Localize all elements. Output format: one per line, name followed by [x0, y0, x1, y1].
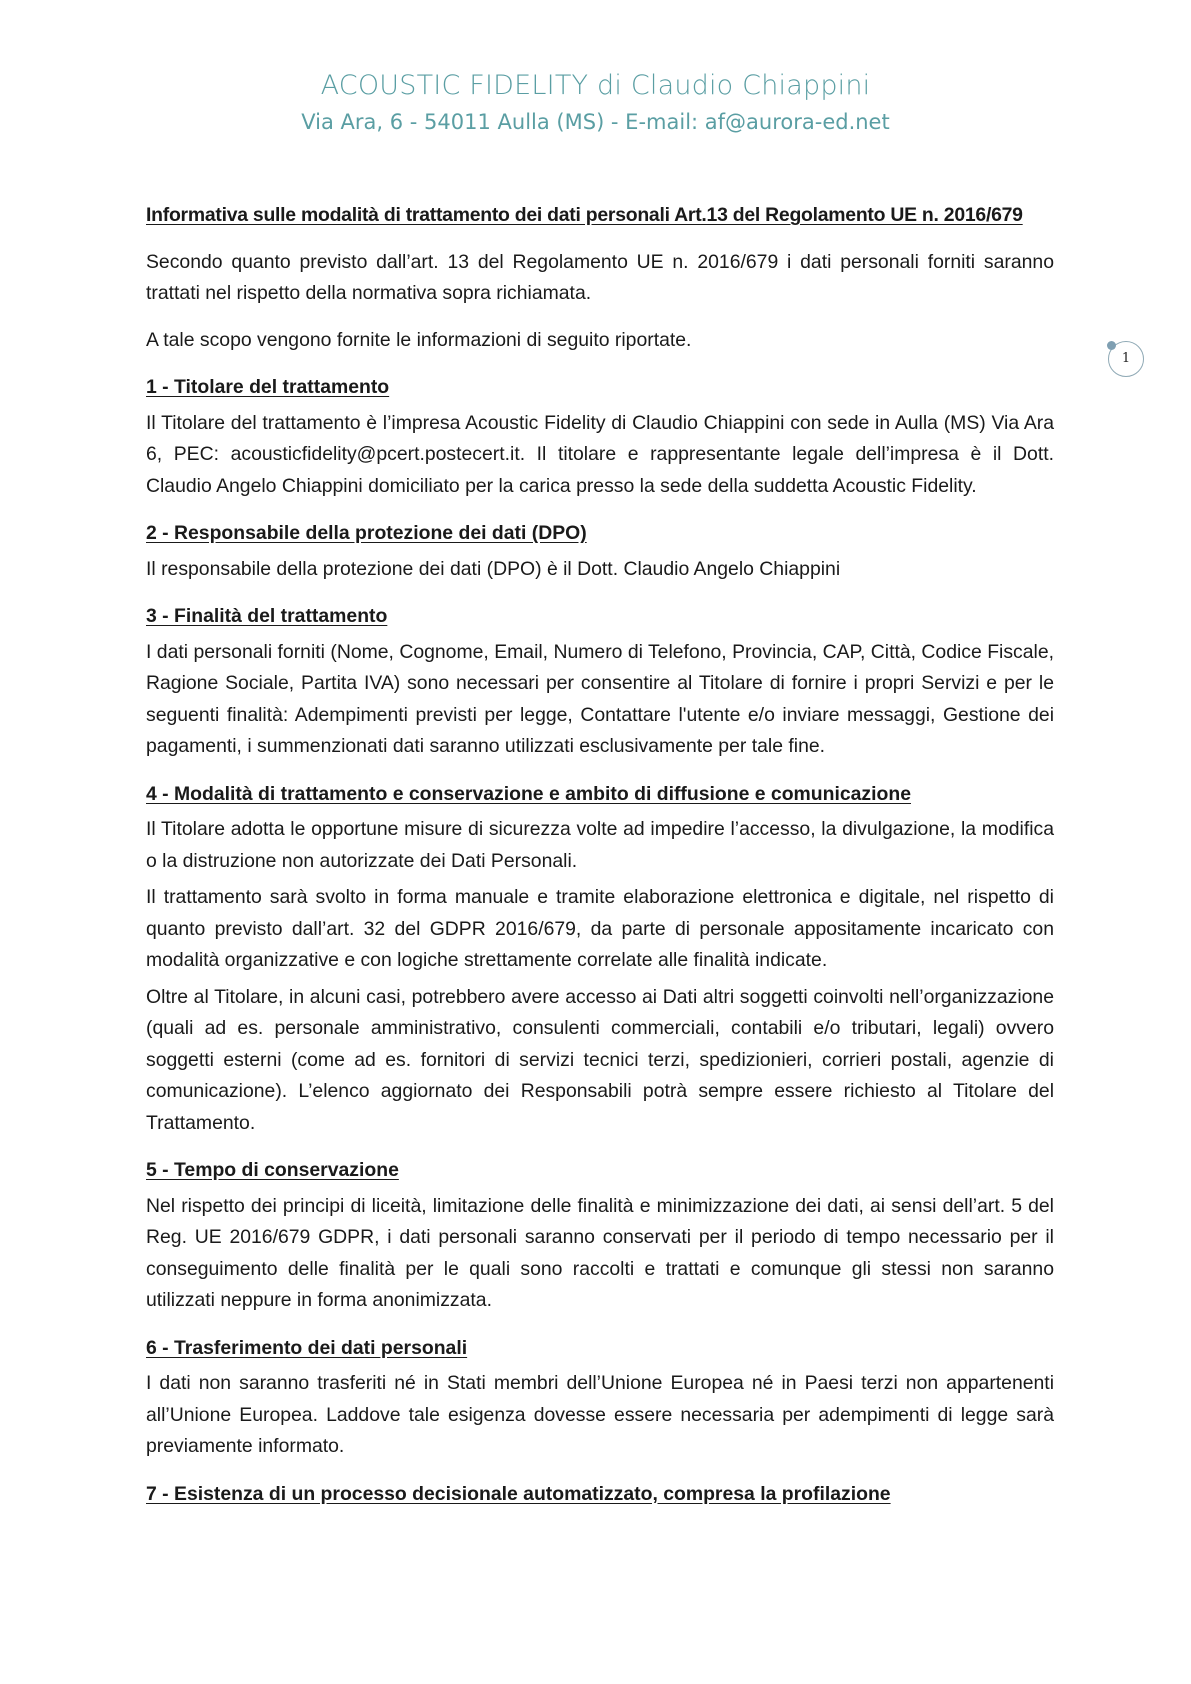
section-paragraph: Oltre al Titolare, in alcuni casi, potrebbero avere accesso ai Dati altri soggetti coinvolti nell’organizzazione (quali ad es. personale amministrativo, consulenti commerciali, contabili e/o tributari, legali) ovvero soggetti esterni (come ad es. fornitori di servizi tecnici terzi, spedizionieri, corrieri postali, agenzie di comunicazione). L’elenco aggiornato dei Responsabili potrà sempre essere richiesto al Titolare del Trattamento. — [146, 985, 1054, 1134]
section-paragraph: I dati personali forniti (Nome, Cognome, Email, Numero di Telefono, Provincia, CAP, Città, Codice Fiscale, Ragione Sociale, Partita IVA) sono necessari per consentire al Titolare di fornire i propri Servizi e per le seguenti finalità: Adempimenti previsti per legge, Contattare l'utente e/o inviare messaggi, Gestione dei pagamenti, i summenzionati dati saranno utilizzati esclusivamente per tale fine. — [146, 640, 1054, 757]
intro-paragraph: A tale scopo vengono fornite le informazioni di seguito riportate. — [146, 328, 692, 351]
company-name: ACOUSTIC FIDELITY di Claudio Chiappini — [320, 70, 871, 101]
section-paragraph: Il Titolare adotta le opportune misure di sicurezza volte ad impedire l’accesso, la divulgazione, la modifica o la distruzione non autorizzate dei Dati Personali. — [146, 818, 1054, 872]
document-title: Informativa sulle modalità di trattamento dei dati personali Art.13 del Regolamento UE n. 2016/679 — [146, 204, 1023, 226]
section-paragraph: Nel rispetto dei principi di liceità, limitazione delle finalità e minimizzazione dei dati, ai sensi dell’art. 5 del Reg. UE 2016/679 GDPR, i dati personali saranno conservati per il periodo di tempo necessario per il conseguimento delle finalità per le quali sono raccolti e trattati e comunque gli stessi non saranno utilizzati neppure in forma anonimizzata. — [146, 1194, 1054, 1311]
section-heading-profilazione: 7 - Esistenza di un processo decisionale automatizzato, compresa la profilazione — [146, 1482, 891, 1505]
section-heading-titolare: 1 - Titolare del trattamento — [146, 376, 390, 398]
section-paragraph: Il trattamento sarà svolto in forma manuale e tramite elaborazione elettronica e digitale, nel rispetto di quanto previsto dall’art. 32 del GDPR 2016/679, da parte di personale appositamente incaricato con modalità organizzative e con logiche strettamente correlate alle finalità indicate. — [146, 886, 1054, 971]
section-heading-conservazione: 5 - Tempo di conservazione — [146, 1159, 399, 1181]
letterhead — [0, 68, 1191, 139]
document-body — [146, 200, 1054, 1514]
intro-paragraph: Secondo quanto previsto dall’art. 13 del Regolamento UE n. 2016/679 i dati personali forniti saranno trattati nel rispetto della normativa sopra richiamata. — [146, 250, 1054, 304]
section-paragraph: Il Titolare del trattamento è l’impresa Acoustic Fidelity di Claudio Chiappini con sede in Aulla (MS) Via Ara 6, PEC: acousticfidelity@pcert.postecert.it. Il titolare e rappresentante legale dell’impresa è il Dott. Claudio Angelo Chiappini domiciliato per la carica presso la sede della suddetta Acoustic Fidelity. — [146, 411, 1054, 497]
section-heading-dpo: 2 - Responsabile della protezione dei dati (DPO) — [146, 522, 587, 544]
section-heading-modalita: 4 - Modalità di trattamento e conservazione e ambito di diffusione e comunicazione — [146, 782, 911, 805]
page-badge-dot-icon — [1107, 341, 1116, 350]
section-heading-finalita: 3 - Finalità del trattamento — [146, 605, 388, 627]
section-paragraph: Il responsabile della protezione dei dati (DPO) è il Dott. Claudio Angelo Chiappini — [146, 557, 841, 580]
company-address: Via Ara, 6 - 54011 Aulla (MS) - E-mail: af@aurora-ed.net — [301, 110, 890, 134]
section-paragraph: I dati non saranno trasferiti né in Stati membri dell’Unione Europea né in Paesi terzi non appartenenti all’Unione Europea. Laddove tale esigenza dovesse essere necessaria per adempimenti di legge sarà previamente informato. — [146, 1372, 1054, 1457]
section-heading-trasferimento: 6 - Trasferimento dei dati personali — [146, 1336, 468, 1359]
page-number: 1 — [1121, 351, 1131, 366]
